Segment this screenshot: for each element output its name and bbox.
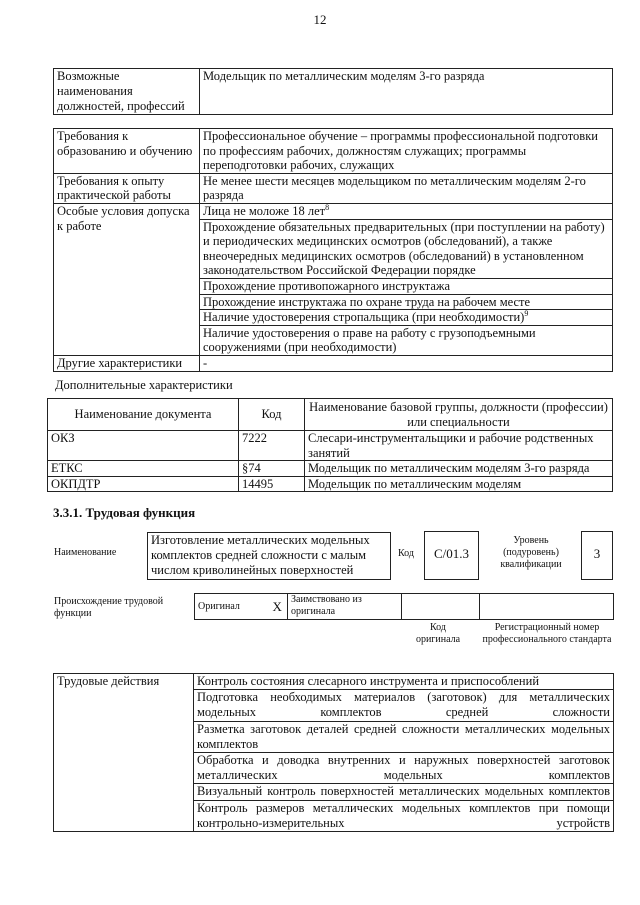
footnote-ref: 8 (325, 202, 330, 212)
code-original-label: Код оригинала (415, 622, 461, 645)
doc-code: 7222 (239, 431, 305, 461)
requirements-table (53, 128, 613, 372)
doc-name: ОКЗ (48, 431, 239, 461)
page-number: 12 (313, 12, 327, 27)
special-item: Лица не моложе 18 лет$^8$ (200, 203, 613, 219)
possible-positions-label: Возможные наименования должностей, профессий (54, 69, 200, 115)
level-value: 3 (593, 546, 601, 561)
action-item: Контроль состояния слесарного инструмента и приспособлений (194, 674, 614, 690)
function-name-label: Наименование (54, 547, 117, 558)
special-conditions-label: Особые условия допуска к работе (54, 203, 200, 355)
origin-table (194, 593, 614, 620)
action-item: Подготовка необходимых материалов (заготовок) для металлических модельных комплектов средней сложности (194, 690, 614, 721)
doc-title: Модельщик по металлическим моделям (305, 476, 613, 492)
header-code: Код (239, 399, 305, 431)
code-label: Код (398, 548, 414, 559)
doc-name: ОКПДТР (48, 476, 239, 492)
experience-value: Не менее шести месяцев модельщиком по металлическим моделям 2-го разряда (200, 173, 613, 203)
special-item: Прохождение инструктажа по охране труда на рабочем месте (200, 294, 613, 310)
action-item: Контроль размеров металлических модельных комплектов при помощи контрольно-измерительных устройств (194, 800, 614, 831)
experience-label: Требования к опыту практической работы (54, 173, 200, 203)
code-value: С/01.3 (433, 546, 470, 561)
header-document: Наименование документа (48, 399, 239, 431)
special-item: Наличие удостоверения о праве на работу с грузоподъемными сооружениями (при необходимости) (200, 325, 613, 355)
education-label: Требования к образованию и обучению (54, 129, 200, 174)
doc-title: Слесари-инструментальщики и рабочие родственных занятий (305, 431, 613, 461)
header-name: Наименование базовой группы, должности (профессии) или специальности (305, 399, 613, 431)
special-item: Наличие удостоверения стропальщика (при необходимости)$^9$ (200, 310, 613, 326)
possible-positions-value: Модельщик по металлическим моделям 3-го разряда (200, 69, 613, 115)
possible-positions-table (53, 68, 613, 115)
original-label: Оригинал (195, 594, 268, 620)
actions-label: Трудовые действия (54, 674, 194, 832)
reg-number-label: Регистрационный номер профессионального стандарта (482, 622, 612, 645)
education-value: Профессиональное обучение – программы профессиональной подготовки по профессиям рабочих, должностям служащих; программы переподготовки рабочих, служащих (200, 129, 613, 174)
actions-table (53, 673, 614, 832)
other-characteristics-value: - (200, 355, 613, 371)
special-item: Прохождение обязательных предварительных (при поступлении на работу) и периодических медицинских осмотров (обследований), а также внеочередных медицинских осмотров (обследований) в установленном законодательством Российской Федерации порядке (200, 219, 613, 278)
origin-label: Происхождение трудовой функции (54, 596, 164, 619)
other-characteristics-label: Другие характеристики (54, 355, 200, 371)
action-item: Обработка и доводка внутренних и наружных поверхностей заготовок металлических модельных комплектов (194, 753, 614, 784)
function-heading: 3.3.1. Трудовая функция (53, 505, 196, 520)
action-item: Разметка заготовок деталей средней сложности металлических модельных комплектов (194, 721, 614, 752)
action-item: Визуальный контроль поверхностей металлических модельных комплектов (194, 784, 614, 800)
original-mark: X (268, 594, 288, 620)
function-name-box (147, 532, 391, 580)
reg-number-cell (480, 594, 614, 620)
doc-code: §74 (239, 461, 305, 477)
function-name-value: Изготовление металлических модельных комплектов средней сложности с малым числом криволинейных поверхностей (151, 533, 370, 577)
level-label: Уровень (подуровень) квалификации (500, 535, 562, 570)
footnote-ref: 9 (524, 308, 529, 318)
additional-title: Дополнительные характеристики (55, 378, 233, 392)
special-item: Прохождение противопожарного инструктажа (200, 278, 613, 294)
doc-title: Модельщик по металлическим моделям 3-го разряда (305, 461, 613, 477)
doc-name: ЕТКС (48, 461, 239, 477)
code-box (424, 531, 479, 580)
additional-table (47, 398, 613, 492)
level-box (581, 531, 613, 580)
borrowed-label: Заимствовано из оригинала (288, 594, 402, 620)
doc-code: 14495 (239, 476, 305, 492)
code-original-cell (402, 594, 480, 620)
